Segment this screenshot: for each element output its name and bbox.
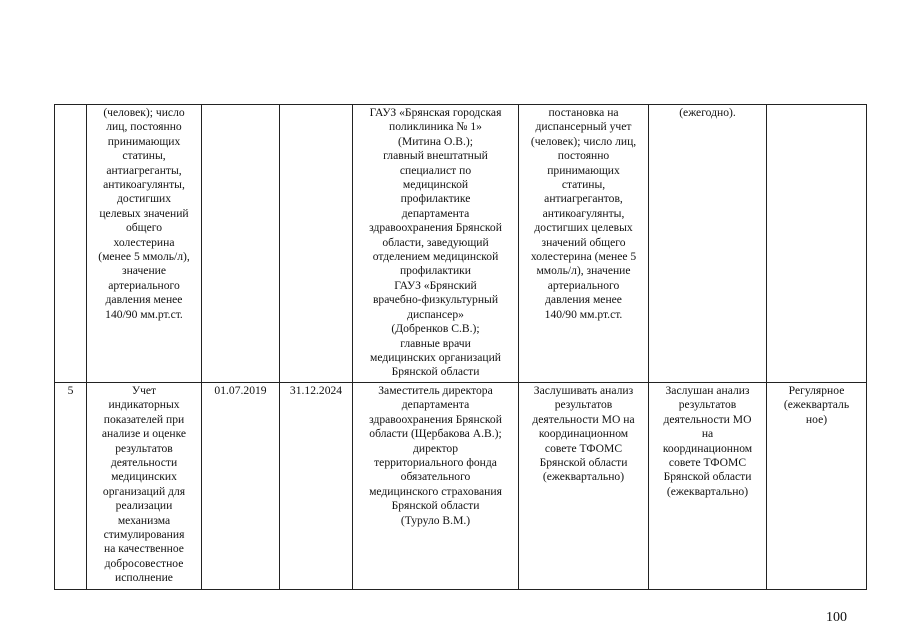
- cell-text-line: 140/90 мм.рт.ст.: [544, 307, 623, 321]
- cell-text-line: целевых значений: [99, 206, 189, 220]
- cell-text-line: статины,: [561, 178, 606, 192]
- cell-text-line: территориального фонда: [374, 456, 497, 470]
- cell-text-line: исполнение: [115, 571, 173, 585]
- cell-text-line: статины,: [122, 149, 166, 163]
- cell-text-line: холестерина (менее 5: [530, 250, 637, 264]
- cell-text-line: постоянно: [557, 149, 610, 163]
- cell-event: [87, 383, 202, 590]
- cell-text-line: стимулирования: [103, 528, 185, 542]
- cell-text-line: результатов: [678, 398, 737, 412]
- cell-text-line: принимающих: [107, 134, 181, 148]
- cell-event: [87, 105, 202, 383]
- cell-text-line: результатов: [115, 441, 173, 455]
- cell-text-line: давления менее: [545, 293, 622, 307]
- cell-text-line: (ежеквартально): [666, 484, 749, 498]
- cell-text-line: медицинских организаций: [370, 350, 501, 364]
- cell-text-line: на: [701, 427, 714, 441]
- cell-text-line: артериального: [108, 278, 180, 292]
- cell-text-line: антикоагулянты,: [542, 206, 625, 220]
- cell-text-line: 31.12.2024: [289, 384, 343, 397]
- table-row: [55, 105, 867, 383]
- cell-text-line: достигших: [116, 192, 172, 206]
- cell-text-line: добросовестное: [104, 556, 184, 570]
- page-number: 100: [826, 610, 847, 625]
- cell-text-line: главные врачи: [400, 336, 471, 350]
- cell-text-line: координационном: [662, 441, 753, 455]
- cell-number: [55, 383, 87, 590]
- cell-text-line: лиц, постоянно: [106, 120, 182, 134]
- cell-text-line: 01.07.2019: [214, 384, 267, 397]
- cell-text-line: (Добренков С.В.);: [391, 322, 480, 336]
- cell-text-line: медицинской: [402, 178, 469, 192]
- cell-text-line: (ежегодно).: [679, 106, 736, 119]
- cell-text-line: антиагреганты,: [106, 163, 182, 177]
- cell-text-line: анализе и оценке: [101, 427, 187, 441]
- cell-start-date: [202, 105, 280, 383]
- cell-text-line: (Туруло В.М.): [400, 513, 471, 527]
- cell-text-line: медицинского страхования: [369, 484, 502, 498]
- cell-text-line: механизма: [117, 513, 171, 527]
- cell-text-line: здравоохранения Брянской: [369, 221, 502, 235]
- cell-text-line: поликлиника № 1»: [389, 120, 482, 134]
- cell-text-line: Заслушан анализ: [665, 384, 750, 397]
- cell-text-line: Регулярное: [788, 384, 845, 397]
- cell-text-line: главный внештатный: [383, 149, 488, 163]
- cell-text-line: холестерина: [113, 235, 175, 249]
- cell-text-line: Учет: [131, 384, 157, 397]
- cell-text-line: (Митина О.В.);: [398, 134, 473, 148]
- cell-control: [649, 383, 767, 590]
- cell-text-line: значение: [122, 264, 166, 278]
- cell-control: [649, 105, 767, 383]
- cell-text-line: реализации: [115, 499, 173, 513]
- cell-text-line: (человек); число лиц,: [530, 134, 637, 148]
- cell-text-line: департамента: [401, 206, 470, 220]
- cell-text-line: 5: [67, 384, 74, 397]
- cell-text-line: деятельности МО: [663, 412, 752, 426]
- cell-text-line: (ежекварталь: [783, 398, 850, 412]
- cell-text-line: на качественное: [104, 542, 184, 556]
- cell-start-date: [202, 383, 280, 590]
- cell-text-line: достигших целевых: [534, 221, 633, 235]
- plan-table: [54, 104, 867, 590]
- cell-text-line: артериального: [547, 278, 620, 292]
- cell-text-line: деятельности: [110, 456, 178, 470]
- cell-text-line: директор: [412, 441, 459, 455]
- cell-text-line: ммоль/л), значение: [536, 264, 631, 278]
- cell-text-line: постановка на: [548, 106, 619, 119]
- cell-frequency: [767, 383, 867, 590]
- cell-text-line: результатов: [554, 398, 613, 412]
- cell-text-line: индикаторных: [108, 398, 180, 412]
- cell-text-line: 140/90 мм.рт.ст.: [105, 307, 183, 321]
- cell-text-line: значений общего: [541, 235, 626, 249]
- cell-text-line: обязательного: [400, 470, 471, 484]
- cell-responsible: [353, 383, 519, 590]
- cell-text-line: области (Щербакова А.В.);: [369, 427, 502, 441]
- cell-text-line: ное): [805, 412, 828, 426]
- cell-text-line: области, заведующий: [382, 235, 489, 249]
- cell-expected-result: [519, 105, 649, 383]
- cell-text-line: деятельности МО на: [532, 412, 635, 426]
- cell-text-line: совете ТФОМС: [544, 441, 623, 455]
- cell-text-line: совете ТФОМС: [668, 456, 747, 470]
- cell-text-line: Брянской области: [391, 499, 480, 513]
- cell-text-line: врачебно-физкультурный: [372, 293, 499, 307]
- cell-end-date: [280, 105, 353, 383]
- cell-text-line: принимающих: [547, 163, 620, 177]
- cell-text-line: департамента: [401, 398, 470, 412]
- cell-text-line: организаций для: [102, 484, 186, 498]
- cell-text-line: ГАУЗ «Брянская городская: [369, 106, 502, 119]
- cell-text-line: ГАУЗ «Брянский: [394, 278, 477, 292]
- cell-text-line: Заместитель директора: [378, 384, 493, 397]
- cell-text-line: общего: [125, 221, 163, 235]
- cell-text-line: давления менее: [105, 293, 183, 307]
- cell-expected-result: [519, 383, 649, 590]
- cell-text-line: Заслушивать анализ: [533, 384, 634, 397]
- cell-text-line: Брянской области: [391, 365, 480, 379]
- cell-text-line: показателей при: [103, 412, 185, 426]
- cell-text-line: здравоохранения Брянской: [369, 412, 502, 426]
- cell-number: [55, 105, 87, 383]
- cell-text-line: специалист по: [399, 163, 472, 177]
- cell-text-line: Брянской области: [539, 456, 628, 470]
- cell-text-line: (человек); число: [103, 106, 185, 119]
- cell-text-line: антикоагулянты,: [103, 178, 185, 192]
- cell-text-line: (менее 5 ммоль/л),: [98, 250, 190, 264]
- cell-text-line: медицинских: [111, 470, 177, 484]
- cell-text-line: отделением медицинской: [372, 250, 499, 264]
- cell-text-line: (ежеквартально): [542, 470, 625, 484]
- cell-text-line: профилактике: [400, 192, 471, 206]
- cell-text-line: антиагрегантов,: [544, 192, 623, 206]
- cell-text-line: диспансер»: [407, 307, 464, 321]
- cell-text-line: диспансерный учет: [535, 120, 632, 134]
- cell-responsible: [353, 105, 519, 383]
- cell-text-line: Брянской области: [663, 470, 752, 484]
- cell-text-line: координационном: [538, 427, 629, 441]
- cell-text-line: профилактики: [399, 264, 472, 278]
- cell-frequency: [767, 105, 867, 383]
- table-row: [55, 383, 867, 590]
- cell-end-date: [280, 383, 353, 590]
